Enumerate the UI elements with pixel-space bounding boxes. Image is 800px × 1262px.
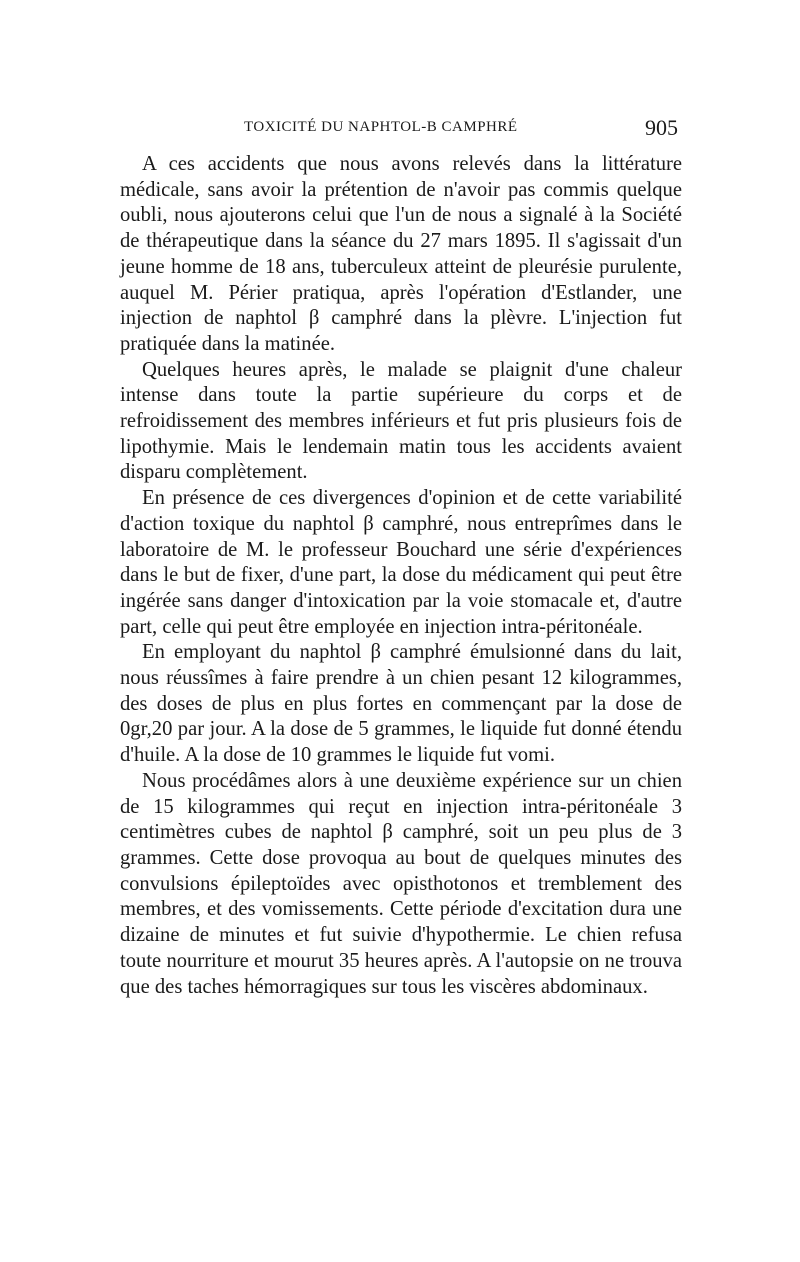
paragraph: En employant du naphtol β camphré émulsionné dans du lait, nous réussîmes à faire prendre à un chien pesant 12 kilogrammes, des doses de plus en plus fortes en commençant par la dose de 0gr,20 par jour. A la dose de 5 grammes, le liquide fut donné étendu d'huile. A la dose de 10 grammes le liquide fut vomi. [120, 641, 682, 767]
paragraph: Quelques heures après, le malade se plaignit d'une chaleur intense dans toute la partie supérieure du corps et de refroidissement des membres inférieurs et fut pris plusieurs fois de lipothymie. Mais le lendemain matin tous les accidents avaient disparu complètement. [120, 358, 682, 484]
running-title: TOXICITÉ DU NAPHTOL-B CAMPHRÉ [244, 119, 518, 135]
paragraph: En présence de ces divergences d'opinion et de cette variabilité d'action toxique du naphtol β camphré, nous entreprîmes dans le laboratoire de M. le professeur Bouchard une série d'expériences dans le but de fixer, d'une part, la dose du médicament qui peut être ingérée sans danger d'intoxication par la voie stomacale et, d'autre part, celle qui peut être employée en injection intra-péritonéale. [120, 487, 682, 638]
body-text [120, 152, 682, 1000]
paragraph: A ces accidents que nous avons relevés dans la littérature médicale, sans avoir la prétention de n'avoir pas commis quelque oubli, nous ajouterons celui que l'un de nous a signalé à la Société de thérapeutique dans la séance du 27 mars 1895. Il s'agissait d'un jeune homme de 18 ans, tuberculeux atteint de pleurésie purulente, auquel M. Périer pratiqua, après l'opération d'Estlander, une injection de naphtol β camphré dans la plèvre. L'injection fut pratiquée dans la matinée. [120, 153, 682, 355]
paragraph: Nous procédâmes alors à une deuxième expérience sur un chien de 15 kilogrammes qui reçut en injection intra-péritonéale 3 centimètres cubes de naphtol β camphré, soit un peu plus de 3 grammes. Cette dose provoqua au bout de quelques minutes des convulsions épileptoïdes avec opisthotonos et tremblement des membres, et des vomissements. Cette période d'excitation dura une dizaine de minutes et fut suivie d'hypothermie. Le chien refusa toute nourriture et mourut 35 heures après. A l'autopsie on ne trouva que des taches hémorragiques sur tous les viscères abdominaux. [120, 769, 682, 998]
running-head [138, 115, 680, 141]
page-number: 905 [645, 115, 678, 140]
